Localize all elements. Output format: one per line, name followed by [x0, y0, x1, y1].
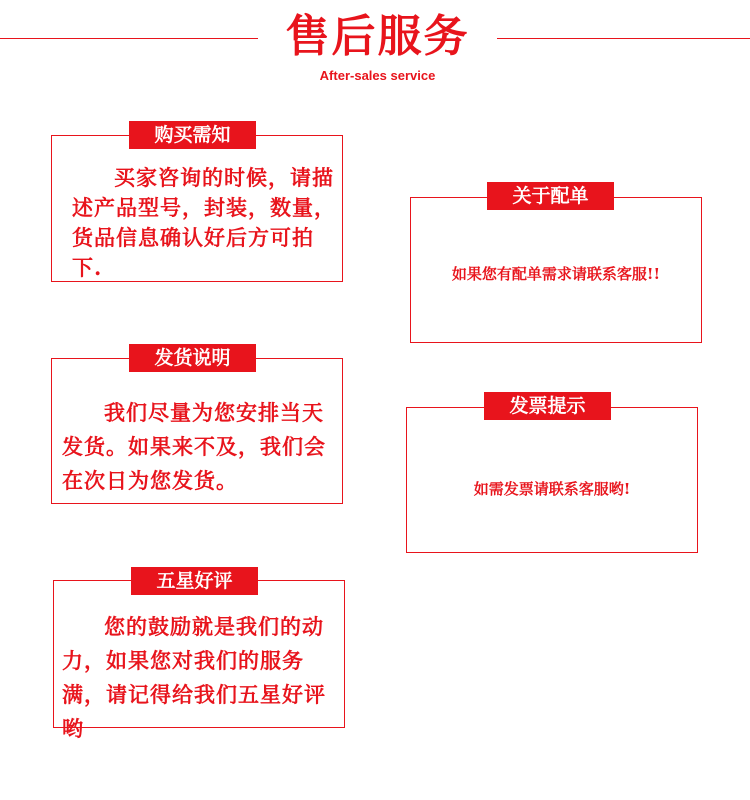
invoice-notice-tag: 发票提示: [484, 392, 611, 420]
header-rule-left: [0, 38, 258, 39]
page-subtitle: After-sales service: [319, 68, 436, 83]
five-star-review-tag: 五星好评: [131, 567, 258, 595]
five-star-review-text: 您的鼓励就是我们的动力，如果您对我们的服务满，请记得给我们五星好评哟: [62, 614, 326, 741]
purchase-notice-text: 买家咨询的时候，请描述产品型号，封装，数量，货品信息确认好后方可拍下.: [72, 165, 336, 280]
page-title: 售后服务: [285, 11, 470, 62]
purchase-notice-tag: 购买需知: [129, 121, 256, 149]
shipping-info-tag: 发货说明: [129, 344, 256, 372]
order-matching-tag: 关于配单: [487, 182, 614, 210]
header-rule-right: [497, 38, 750, 39]
invoice-notice-text: 如需发票请联系客服哟!: [473, 480, 631, 498]
order-matching-text: 如果您有配单需求请联系客服!!: [451, 265, 661, 283]
shipping-info-text: 我们尽量为您安排当天发货。如果来不及，我们会在次日为您发货。: [62, 400, 326, 493]
